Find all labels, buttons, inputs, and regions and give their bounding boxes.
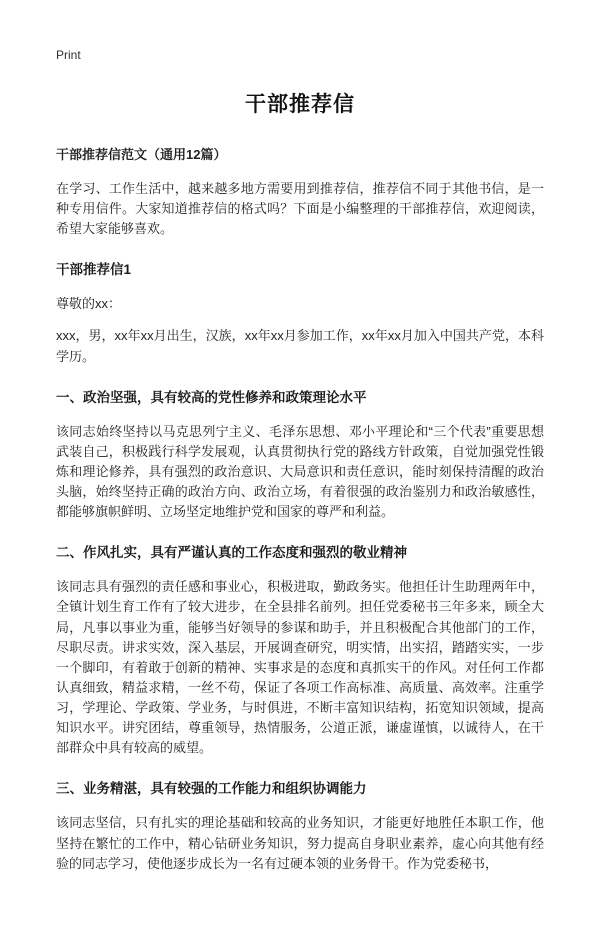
section-paragraph-political: 该同志始终坚持以马克思列宁主义、毛泽东思想、邓小平理论和“三个代表”重要思想武装自己，积极践行科学发展观，认真贯彻执行党的路线方针政策，自觉加强党性锻炼和理论修养，具有强烈的政治意识、大局意识和责任意识，能时刻保持清醒的政治头脑，始终坚持正确的政治方向、政治立场，有着很强的政治鉴别力和政治敏感性，都能够旗帜鲜明、立场坚定地维护党和国家的尊严和利益。 xyxy=(56,423,544,520)
section-paragraph-workstyle: 该同志具有强烈的责任感和事业心，积极进取，勤政务实。他担任计生助理两年中，全镇计划生育工作有了较大进步，在全县排名前列。担任党委秘书三年多来，顾全大局，凡事以事业为重，能够当好领导的参谋和助手，并且积极配合其他部门的工作，尽职尽责。讲求实效，深入基层，开展调查研究，明实情，出实招，踏踏实实，一步一个脚印，有着敢于创新的精神、实事求是的态度和真抓实干的作风。对任何工作都认真细致，精益求精，一丝不苟，保证了各项工作高标准、高质量、高效率。注重学习，学理论、学政策、学业务，与时俱进，不断丰富知识结构，拓宽知识领域，提高知识水平。讲究团结，尊重领导，热情服务，公道正派，谦虚谨慎，以诚待人，在干部群众中具有较高的威望。 xyxy=(56,579,544,756)
candidate-intro-paragraph: xxx，男，xx年xx月出生，汉族，xx年xx月参加工作，xx年xx月加入中国共产党，本科学历。 xyxy=(56,328,544,364)
letter-heading-1: 干部推荐信1 xyxy=(56,262,132,278)
intro-paragraph: 在学习、工作生活中，越来越多地方需要用到推荐信，推荐信不同于其他书信，是一种专用信件。大家知道推荐信的格式吗？下面是小编整理的干部推荐信，欢迎阅读，希望大家能够喜欢。 xyxy=(56,181,544,237)
document-subtitle: 干部推荐信范文（通用12篇） xyxy=(56,147,227,162)
print-button[interactable]: Print xyxy=(56,48,81,62)
section-heading-workstyle: 二、作风扎实，具有严谨认真的工作态度和强烈的敬业精神 xyxy=(56,545,407,561)
section-paragraph-professional: 该同志坚信，只有扎实的理论基础和较高的业务知识，才能更好地胜任本职工作，他坚持在繁忙的工作中，精心钻研业务知识，努力提高自身职业素养，虚心向其他有经验的同志学习，使他逐步成长为一名有过硬本领的业务骨干。作为党委秘书， xyxy=(56,815,544,871)
section-heading-professional: 三、业务精湛，具有较强的工作能力和组织协调能力 xyxy=(56,781,367,797)
section-heading-political: 一、政治坚强，具有较高的党性修养和政策理论水平 xyxy=(56,389,367,405)
page-title: 干部推荐信 xyxy=(245,93,355,116)
salutation-line: 尊敬的xx： xyxy=(56,296,122,312)
